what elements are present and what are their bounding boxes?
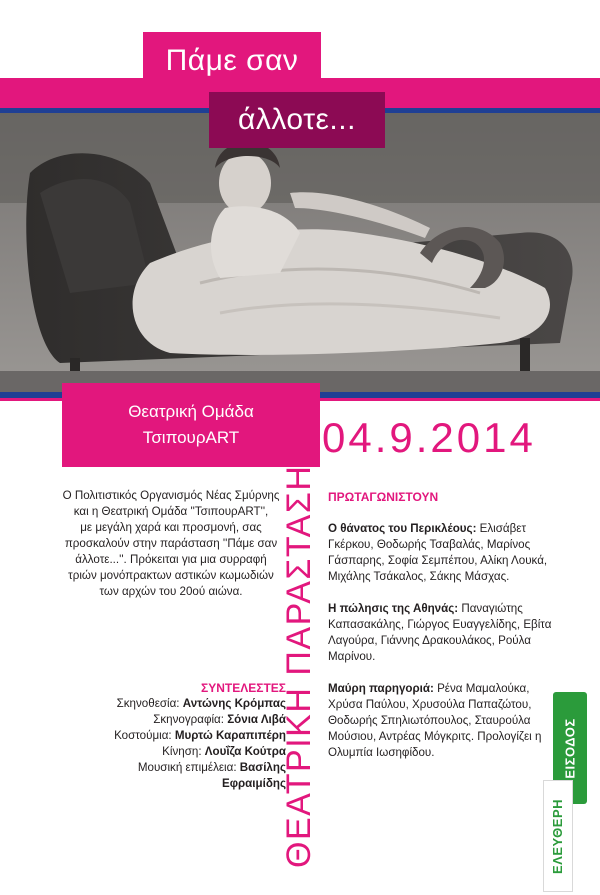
credits-list [40,696,286,792]
credit-role: Κοστούμια: [114,729,175,742]
cast-line: Μιχάλης Τσάκαλος, Σάκης Μάσχας. [328,570,510,583]
credit-name: Σόνια Λιβά [227,713,286,726]
reclining-woman-illustration [0,113,600,392]
intro-line: άλλοτε...''. Πρόκειται για μια συρραφή [75,553,267,566]
credit-name: Μυρτώ Καραπιπέρη [174,729,286,742]
cast-line: Ελισάβετ [479,522,527,535]
theatre-group-box [62,383,320,467]
cast-heading: ΠΡΩΤΑΓΩΝΙΣΤΟΥΝ [328,490,439,504]
credit-row [40,696,286,712]
credit-name: Λουΐζα Κούτρα [204,745,286,758]
credit-row [40,744,286,760]
cast-line: Μούσιου, Αντρέας Μόγκριτς. Προλογίζει η [328,730,542,743]
intro-line: και η Θεατρική Ομάδα ''ΤσιπουρART'', [73,505,269,518]
intro-paragraph [58,488,284,600]
cast-line: Γκέρκου, Θοδωρής Τσαβαλάς, Μαρίνος [328,538,531,551]
cast-line: Γάσπαρης, Σοφία Σεμπέπου, Αλίκη Λουκά, [328,554,548,567]
credit-name: Αντώνης Κρόμπας [182,697,286,710]
title-line-2: άλλοτε... [238,103,356,136]
credit-name: Εφραιμίδης [221,777,286,790]
credit-row [40,760,286,776]
intro-line: των αρχών του 20ού αιώνα. [99,585,243,598]
credit-name: Βασίλης [239,761,286,774]
badge-white-tab [543,780,573,892]
play-title: Ο θάνατος του Περικλέους: [328,522,480,535]
group-line-1: Θεατρική Ομάδα [128,402,254,421]
title-box-second [209,92,385,148]
cast-line: Χρύσα Παύλου, Χρυσούλα Παπαζώτου, [328,698,532,711]
cast-play-block [328,601,560,665]
cast-line: Λαγούρα, Γιάννης Δρακουλάκος, Ρούλα [328,634,531,647]
cast-line: Παναγιώτης [461,602,523,615]
group-line-2: ΤσιπουρART [142,428,240,447]
free-entry-badge [543,692,589,892]
cast-column [328,489,560,761]
badge-bottom-text: ΕΛΕΥΘΕΡΗ [550,798,566,874]
credit-row [40,776,286,792]
credit-row [40,728,286,744]
performance-date: 04.9.2014 [322,414,536,461]
intro-line: προσκαλούν στην παράσταση ''Πάμε σαν [64,537,278,550]
badge-top-text: ΕΙΣΟΔΟΣ [562,717,578,779]
credit-role: Σκηνοθεσία: [116,697,183,710]
intro-line: Ο Πολιτιστικός Οργανισμός Νέας Σμύρνης [62,489,280,502]
vertical-title: ΘΕΑΤΡΙΚΗ ΠΑΡΑΣΤΑΣΗ [280,464,318,868]
cast-line: Θοδωρής Σπηλιωτόπουλος, Σταυρούλα [328,714,531,727]
cast-line: Ρένα Μαμαλούκα, [437,682,530,695]
credits-heading: ΣΥΝΤΕΛΕΣΤΕΣ [201,681,286,695]
vintage-photo [0,113,600,392]
cast-play-block [328,521,560,585]
cast-line: Μαρίνου. [328,650,376,663]
title-box-first [143,32,321,90]
credit-role: Κίνηση: [162,745,205,758]
credit-role: Μουσική επιμέλεια: [137,761,240,774]
cast-line: Ολυμπία Ιωσηφίδου. [328,746,435,759]
cast-line: Καπασακάλης, Γιώργος Ευαγγελίδης, Εβίτα [328,618,552,631]
intro-line: τριών μονόπρακτων αστικών κωμωδιών [68,569,274,582]
cast-play-block [328,681,560,761]
play-title: Μαύρη παρηγοριά: [328,682,438,695]
intro-line: με μεγάλη χαρά και προσμονή, σας [80,521,262,534]
credit-row [40,712,286,728]
credit-role: Σκηνογραφία: [153,713,228,726]
play-title: Η πώλησις της Αθηνάς: [328,602,462,615]
title-line-1: Πάμε σαν [165,44,299,77]
